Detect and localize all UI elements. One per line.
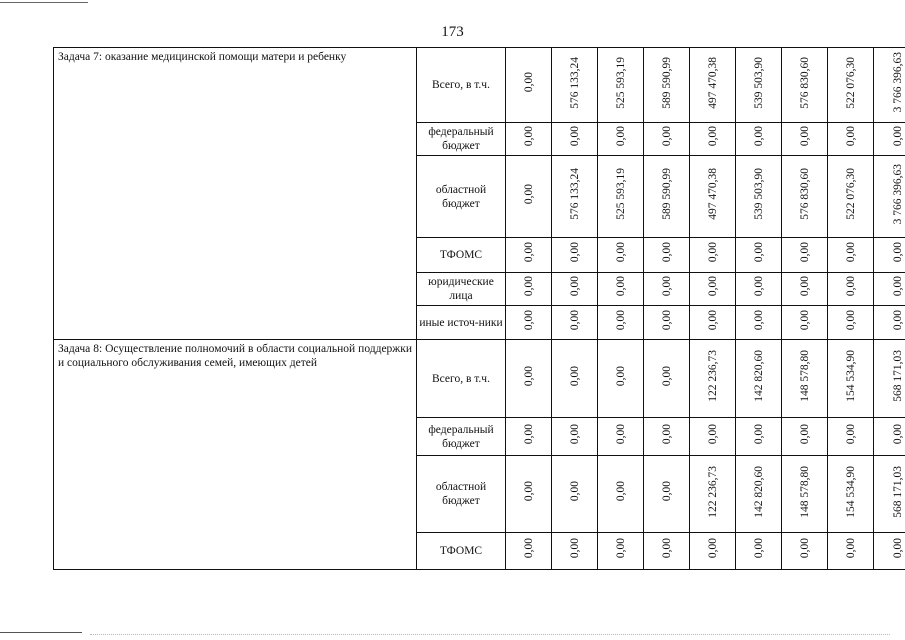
value-text: 0,00 (660, 481, 673, 502)
value-text: 539 503,90 (752, 56, 765, 109)
value-text: 0,00 (798, 276, 811, 297)
year-value-cell (598, 123, 644, 156)
year-value-cell (644, 48, 690, 123)
value-text: 0,00 (752, 242, 765, 263)
year-value-cell (736, 533, 782, 570)
value-text: 539 503,90 (752, 168, 765, 220)
value-text: 0,00 (614, 126, 627, 147)
year-value-cell (598, 340, 644, 418)
year-value-cell (552, 156, 598, 238)
year-value-cell (598, 48, 644, 123)
year-value-cell (552, 273, 598, 306)
year-value-cell (690, 238, 736, 273)
year-value-cell (736, 238, 782, 273)
value-text: 0,00 (522, 423, 535, 445)
total-value-cell (874, 306, 905, 340)
year-value-cell (736, 123, 782, 156)
value-text: 0,00 (892, 423, 904, 445)
total-value-cell (874, 340, 905, 418)
value-text: 0,00 (660, 365, 673, 387)
total-value-cell (874, 273, 905, 306)
funding-source-label: ТФОМС (417, 533, 506, 570)
value-text: 0,00 (568, 242, 581, 263)
task-description: Задача 7: оказание медицинской помощи матери и ребенку (54, 48, 417, 340)
value-text: 0,00 (522, 183, 535, 205)
year-value-cell (736, 48, 782, 123)
value-text: 522 076,30 (844, 168, 857, 220)
funding-source-label: областной бюджет (417, 156, 506, 238)
year-value-cell (690, 48, 736, 123)
value-text: 522 076,30 (844, 56, 857, 109)
year-value-cell (828, 48, 874, 123)
total-value-cell (874, 123, 905, 156)
value-text: 525 593,19 (614, 168, 627, 220)
value-text: 0,00 (706, 242, 719, 263)
value-text: 568 171,03 (892, 350, 904, 402)
value-text: 568 171,03 (892, 465, 904, 518)
value-text: 0,00 (522, 481, 535, 502)
value-text: 0,00 (752, 126, 765, 147)
year-value-cell (506, 123, 552, 156)
value-text: 525 593,19 (614, 56, 627, 109)
value-text: 0,00 (798, 242, 811, 263)
top-margin-line (0, 2, 88, 3)
value-text: 0,00 (660, 423, 673, 445)
value-text: 3 766 396,63 (892, 52, 904, 113)
value-text: 497 470,38 (706, 168, 719, 220)
year-value-cell (644, 273, 690, 306)
value-text: 0,00 (892, 309, 904, 331)
year-value-cell (736, 418, 782, 456)
year-value-cell (782, 306, 828, 340)
value-text: 0,00 (660, 276, 673, 297)
total-value-cell (874, 156, 905, 238)
year-value-cell (690, 156, 736, 238)
year-value-cell (506, 533, 552, 570)
year-value-cell (552, 123, 598, 156)
value-text: 0,00 (844, 276, 857, 297)
value-text: 0,00 (892, 276, 904, 297)
total-value-cell (874, 456, 905, 533)
year-value-cell (782, 156, 828, 238)
value-text: 0,00 (798, 538, 811, 559)
value-text: 0,00 (614, 423, 627, 445)
year-value-cell (644, 306, 690, 340)
total-value-cell (874, 533, 905, 570)
year-value-cell (690, 306, 736, 340)
value-text: 0,00 (706, 423, 719, 445)
year-value-cell (782, 238, 828, 273)
year-value-cell (736, 306, 782, 340)
year-value-cell (736, 340, 782, 418)
year-value-cell (736, 456, 782, 533)
value-text: 0,00 (522, 309, 535, 331)
value-text: 0,00 (752, 276, 765, 297)
value-text: 0,00 (892, 538, 904, 559)
funding-source-label: федеральный бюджет (417, 418, 506, 456)
year-value-cell (690, 456, 736, 533)
year-value-cell (828, 418, 874, 456)
value-text: 576 830,60 (798, 168, 811, 220)
value-text: 3 766 396,63 (892, 163, 904, 225)
year-value-cell (644, 156, 690, 238)
value-text: 0,00 (614, 309, 627, 331)
value-text: 0,00 (522, 276, 535, 297)
value-text: 0,00 (614, 276, 627, 297)
value-text: 154 534,90 (844, 350, 857, 402)
funding-source-label: федеральный бюджет (417, 123, 506, 156)
table-row (54, 48, 905, 123)
year-value-cell (552, 238, 598, 273)
year-value-cell (506, 48, 552, 123)
year-value-cell (552, 306, 598, 340)
total-value-cell (874, 418, 905, 456)
year-value-cell (598, 273, 644, 306)
value-text: 576 133,24 (568, 56, 581, 109)
value-text: 0,00 (892, 242, 904, 263)
value-text: 589 590,99 (660, 56, 673, 109)
value-text: 0,00 (614, 538, 627, 559)
value-text: 589 590,99 (660, 168, 673, 220)
value-text: 0,00 (522, 72, 535, 93)
total-value-cell (874, 48, 905, 123)
year-value-cell (506, 156, 552, 238)
value-text: 0,00 (706, 126, 719, 147)
year-value-cell (598, 306, 644, 340)
value-text: 142 820,60 (752, 350, 765, 402)
funding-source-label: иные источ-ники (417, 306, 506, 340)
funding-source-label: Всего, в т.ч. (417, 48, 506, 123)
page-number: 173 (441, 24, 464, 40)
year-value-cell (644, 418, 690, 456)
value-text: 148 578,80 (798, 465, 811, 518)
value-text: 0,00 (752, 538, 765, 559)
value-text: 0,00 (614, 481, 627, 502)
year-value-cell (506, 456, 552, 533)
value-text: 0,00 (892, 126, 904, 147)
value-text: 0,00 (568, 423, 581, 445)
year-value-cell (690, 340, 736, 418)
year-value-cell (598, 156, 644, 238)
value-text: 0,00 (752, 309, 765, 331)
year-value-cell (690, 418, 736, 456)
year-value-cell (828, 273, 874, 306)
value-text: 0,00 (752, 423, 765, 445)
year-value-cell (828, 456, 874, 533)
value-text: 0,00 (706, 276, 719, 297)
scan-artifact-dots (90, 634, 890, 635)
table-row (54, 340, 905, 418)
year-value-cell (782, 418, 828, 456)
value-text: 0,00 (522, 242, 535, 263)
year-value-cell (644, 340, 690, 418)
value-text: 122 236,73 (706, 350, 719, 402)
value-text: 0,00 (660, 538, 673, 559)
year-value-cell (782, 273, 828, 306)
value-text: 0,00 (798, 126, 811, 147)
value-text: 0,00 (568, 481, 581, 502)
year-value-cell (506, 273, 552, 306)
value-text: 0,00 (660, 242, 673, 263)
footnote-line (0, 632, 82, 633)
value-text: 122 236,73 (706, 465, 719, 518)
year-value-cell (690, 123, 736, 156)
year-value-cell (598, 238, 644, 273)
value-text: 0,00 (798, 423, 811, 445)
value-text: 154 534,90 (844, 465, 857, 518)
value-text: 0,00 (706, 538, 719, 559)
value-text: 576 133,24 (568, 168, 581, 220)
year-value-cell (644, 238, 690, 273)
year-value-cell (644, 123, 690, 156)
year-value-cell (690, 273, 736, 306)
year-value-cell (828, 238, 874, 273)
year-value-cell (552, 418, 598, 456)
year-value-cell (828, 156, 874, 238)
value-text: 0,00 (568, 276, 581, 297)
year-value-cell (506, 340, 552, 418)
value-text: 0,00 (522, 538, 535, 559)
year-value-cell (644, 456, 690, 533)
year-value-cell (782, 533, 828, 570)
value-text: 0,00 (660, 309, 673, 331)
value-text: 0,00 (522, 126, 535, 147)
value-text: 0,00 (614, 242, 627, 263)
value-text: 0,00 (844, 423, 857, 445)
total-value-cell (874, 238, 905, 273)
year-value-cell (782, 48, 828, 123)
value-text: 576 830,60 (798, 56, 811, 109)
value-text: 0,00 (568, 538, 581, 559)
funding-source-label: Всего, в т.ч. (417, 340, 506, 418)
year-value-cell (598, 533, 644, 570)
year-value-cell (782, 456, 828, 533)
funding-source-label: ТФОМС (417, 238, 506, 273)
value-text: 0,00 (844, 242, 857, 263)
budget-table-body (54, 48, 905, 570)
year-value-cell (552, 533, 598, 570)
value-text: 0,00 (614, 365, 627, 387)
year-value-cell (736, 156, 782, 238)
year-value-cell (506, 306, 552, 340)
year-value-cell (552, 340, 598, 418)
value-text: 0,00 (844, 309, 857, 331)
value-text: 0,00 (522, 365, 535, 387)
value-text: 0,00 (798, 309, 811, 331)
budget-table (53, 47, 905, 570)
year-value-cell (828, 533, 874, 570)
year-value-cell (598, 456, 644, 533)
funding-source-label: юридические лица (417, 273, 506, 306)
year-value-cell (644, 533, 690, 570)
year-value-cell (552, 456, 598, 533)
year-value-cell (828, 123, 874, 156)
value-text: 0,00 (568, 309, 581, 331)
year-value-cell (736, 273, 782, 306)
year-value-cell (828, 306, 874, 340)
value-text: 0,00 (844, 538, 857, 559)
value-text: 148 578,80 (798, 350, 811, 402)
value-text: 0,00 (568, 365, 581, 387)
year-value-cell (552, 48, 598, 123)
value-text: 0,00 (568, 126, 581, 147)
year-value-cell (690, 533, 736, 570)
value-text: 497 470,38 (706, 56, 719, 109)
funding-source-label: областной бюджет (417, 456, 506, 533)
year-value-cell (782, 340, 828, 418)
value-text: 0,00 (844, 126, 857, 147)
value-text: 0,00 (706, 309, 719, 331)
year-value-cell (506, 418, 552, 456)
task-description: Задача 8: Осуществление полномочий в области социальной поддержки и социального обслуживания семей, имеющих детей (54, 340, 417, 570)
value-text: 0,00 (660, 126, 673, 147)
value-text: 142 820,60 (752, 465, 765, 518)
year-value-cell (506, 238, 552, 273)
year-value-cell (828, 340, 874, 418)
year-value-cell (782, 123, 828, 156)
year-value-cell (598, 418, 644, 456)
